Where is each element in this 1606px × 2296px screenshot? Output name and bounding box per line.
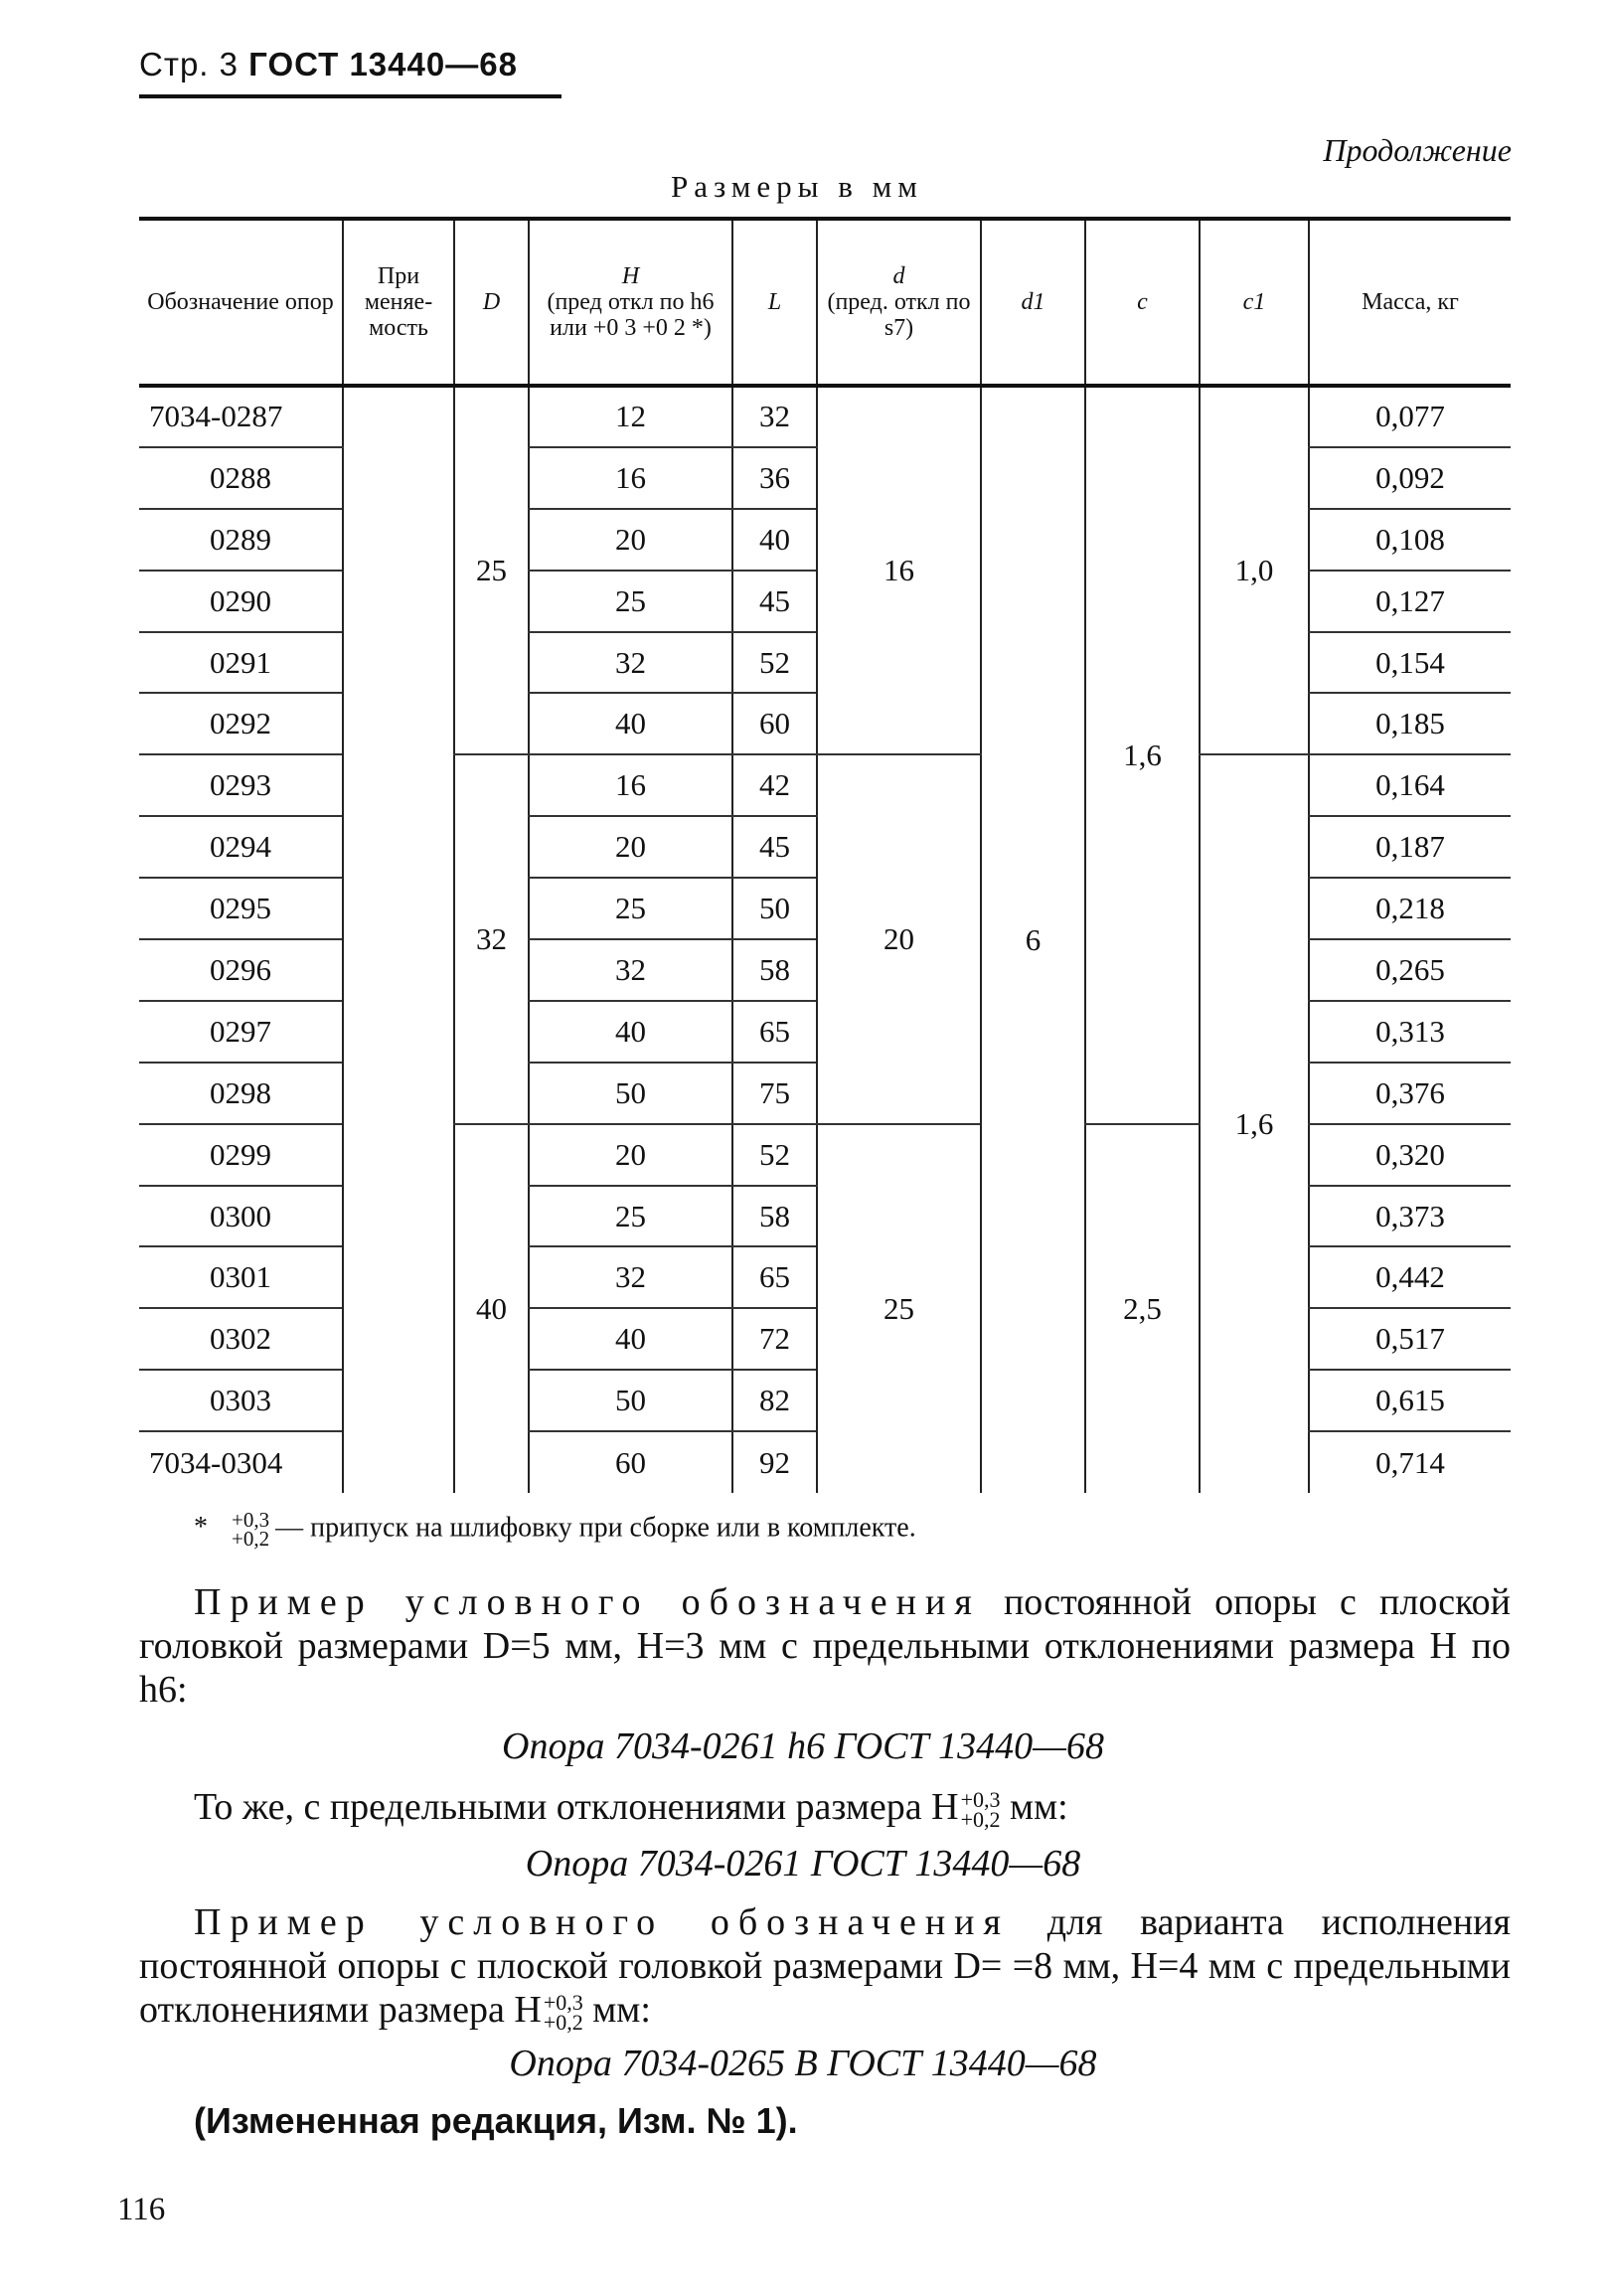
mass-cell: 0,164 xyxy=(1309,754,1511,816)
example-lead: Пример условного обозначения xyxy=(194,1581,981,1623)
H-cell: 25 xyxy=(529,878,732,939)
mass-cell: 0,373 xyxy=(1309,1186,1511,1247)
mass-cell: 0,714 xyxy=(1309,1431,1511,1493)
h-tolerance-lower: +0,2 xyxy=(960,1807,1001,1833)
col-c1: c1 xyxy=(1200,219,1309,386)
L-cell: 52 xyxy=(732,632,817,694)
L-cell: 82 xyxy=(732,1370,817,1431)
example-paragraph-1 xyxy=(139,1580,1511,1712)
H-cell: 40 xyxy=(529,1308,732,1370)
designation-cell: 0292 xyxy=(139,693,343,754)
col-D: D xyxy=(454,219,529,386)
example-text: для варианта исполнения постоянной опоры с плоской головкой размерами D= =8 мм, H=4 мм с предельными отклонениями размера H xyxy=(139,1901,1512,2031)
table-footnote xyxy=(194,1508,916,1551)
designation-cell: 0294 xyxy=(139,816,343,878)
footnote-text: — припуск на шлифовку при сборке или в комплекте. xyxy=(275,1512,916,1544)
page-label: Стр. 3 xyxy=(139,46,239,82)
mass-cell: 0,376 xyxy=(1309,1063,1511,1124)
H-cell: 12 xyxy=(529,386,732,447)
designation-cell: 0297 xyxy=(139,1001,343,1063)
designation-cell: 7034-0287 xyxy=(139,386,343,447)
example-paragraph-2 xyxy=(139,1785,1511,1833)
L-cell: 40 xyxy=(732,509,817,571)
table-header-row xyxy=(139,219,1511,386)
designation-cell: 0299 xyxy=(139,1124,343,1186)
H-cell: 20 xyxy=(529,1124,732,1186)
c-group-cell: 1,6 xyxy=(1085,386,1200,1124)
mass-cell: 0,615 xyxy=(1309,1370,1511,1431)
designation-cell: 0295 xyxy=(139,878,343,939)
mass-cell: 0,077 xyxy=(1309,386,1511,447)
footnote-tolerance xyxy=(232,1508,270,1551)
mass-cell: 0,218 xyxy=(1309,878,1511,939)
mass-cell: 0,185 xyxy=(1309,693,1511,754)
col-d1: d1 xyxy=(981,219,1085,386)
col-d-note: (пред. откл по s7) xyxy=(827,289,971,341)
L-cell: 45 xyxy=(732,816,817,878)
designation-cell: 0293 xyxy=(139,754,343,816)
designation-cell: 0289 xyxy=(139,509,343,571)
L-cell: 50 xyxy=(732,878,817,939)
mass-cell: 0,127 xyxy=(1309,571,1511,632)
col-H xyxy=(529,219,732,386)
mass-cell: 0,108 xyxy=(1309,509,1511,571)
col-designation: Обозначение опор xyxy=(139,219,343,386)
col-mass: Масса, кг xyxy=(1309,219,1511,386)
page-number: 116 xyxy=(117,2192,166,2227)
h-tolerance-upper: +0,3 xyxy=(960,1787,1001,1813)
L-cell: 32 xyxy=(732,386,817,447)
mass-cell: 0,313 xyxy=(1309,1001,1511,1063)
designation-example-2: Опора 7034-0261 ГОСТ 13440—68 xyxy=(525,1843,1081,1885)
designation-cell: 0291 xyxy=(139,632,343,694)
D-group-cell: 40 xyxy=(454,1124,529,1493)
units-caption: Размеры в мм xyxy=(671,169,923,204)
d-group-cell: 20 xyxy=(817,754,981,1123)
amendment-note: (Измененная редакция, Изм. № 1). xyxy=(194,2100,798,2141)
L-cell: 52 xyxy=(732,1124,817,1186)
tolerance-upper: +0,3 xyxy=(232,1508,270,1532)
H-cell: 16 xyxy=(529,754,732,816)
c1-group-cell: 1,6 xyxy=(1200,754,1309,1493)
footnote-marker: * xyxy=(194,1512,208,1544)
designation-cell: 0301 xyxy=(139,1246,343,1308)
L-cell: 65 xyxy=(732,1001,817,1063)
c1-group-cell: 1,0 xyxy=(1200,386,1309,754)
mass-cell: 0,187 xyxy=(1309,816,1511,878)
applicability-cell xyxy=(343,386,454,1493)
designation-example-1: Опора 7034-0261 h6 ГОСТ 13440—68 xyxy=(502,1725,1104,1767)
L-cell: 42 xyxy=(732,754,817,816)
example-text: То же, с предельными отклонениями размера H xyxy=(194,1786,959,1828)
D-group-cell: 25 xyxy=(454,386,529,754)
H-cell: 20 xyxy=(529,509,732,571)
L-cell: 36 xyxy=(732,447,817,509)
designation-example-3: Опора 7034-0265 В ГОСТ 13440—68 xyxy=(509,2043,1097,2084)
L-cell: 65 xyxy=(732,1246,817,1308)
L-cell: 58 xyxy=(732,939,817,1001)
tolerance-lower: +0,2 xyxy=(232,1527,270,1551)
designation-cell: 0303 xyxy=(139,1370,343,1431)
mass-cell: 0,092 xyxy=(1309,447,1511,509)
L-cell: 75 xyxy=(732,1063,817,1124)
col-L: L xyxy=(732,219,817,386)
c-group-cell: 2,5 xyxy=(1085,1124,1200,1493)
H-cell: 32 xyxy=(529,632,732,694)
designation-cell: 0296 xyxy=(139,939,343,1001)
example-paragraph-3 xyxy=(139,1900,1512,2036)
designation-cell: 0300 xyxy=(139,1186,343,1247)
page-header xyxy=(139,46,518,83)
H-cell: 60 xyxy=(529,1431,732,1493)
d-group-cell: 16 xyxy=(817,386,981,754)
L-cell: 58 xyxy=(732,1186,817,1247)
standard-code: ГОСТ 13440—68 xyxy=(248,46,518,82)
h-tolerance-upper: +0,3 xyxy=(543,1990,583,2016)
L-cell: 72 xyxy=(732,1308,817,1370)
designation-cell: 0298 xyxy=(139,1063,343,1124)
designation-cell: 0302 xyxy=(139,1308,343,1370)
L-cell: 60 xyxy=(732,693,817,754)
H-cell: 25 xyxy=(529,1186,732,1247)
H-cell: 40 xyxy=(529,1001,732,1063)
header-rule xyxy=(139,94,562,98)
example-lead: Пример условного обозначения xyxy=(194,1901,1010,1943)
h-tolerance xyxy=(960,1787,1001,1833)
mass-cell: 0,517 xyxy=(1309,1308,1511,1370)
col-applicability: При меняе- мость xyxy=(343,219,454,386)
dimensions-table xyxy=(139,217,1511,1493)
col-H-note: (пред откл по h6 или +0 3 +0 2 *) xyxy=(547,289,715,341)
h-tolerance-lower: +0,2 xyxy=(543,2010,583,2036)
D-group-cell: 32 xyxy=(454,754,529,1123)
H-cell: 20 xyxy=(529,816,732,878)
H-cell: 16 xyxy=(529,447,732,509)
H-cell: 32 xyxy=(529,1246,732,1308)
table-row xyxy=(139,386,1511,447)
H-cell: 25 xyxy=(529,571,732,632)
mass-cell: 0,320 xyxy=(1309,1124,1511,1186)
designation-cell: 0288 xyxy=(139,447,343,509)
example-tail: мм: xyxy=(582,1989,651,2031)
example-tail: мм: xyxy=(1000,1786,1068,1828)
col-d-symbol: d xyxy=(892,263,905,289)
mass-cell: 0,154 xyxy=(1309,632,1511,694)
L-cell: 45 xyxy=(732,571,817,632)
d1-cell: 6 xyxy=(981,386,1085,1493)
d-group-cell: 25 xyxy=(817,1124,981,1493)
col-d xyxy=(817,219,981,386)
H-cell: 40 xyxy=(529,693,732,754)
L-cell: 92 xyxy=(732,1431,817,1493)
H-cell: 32 xyxy=(529,939,732,1001)
col-H-symbol: H xyxy=(621,263,640,289)
H-cell: 50 xyxy=(529,1370,732,1431)
designation-cell: 0290 xyxy=(139,571,343,632)
h-tolerance xyxy=(543,1990,583,2036)
mass-cell: 0,265 xyxy=(1309,939,1511,1001)
designation-cell: 7034-0304 xyxy=(149,1444,283,1480)
col-c: c xyxy=(1085,219,1200,386)
continued-label: Продолжение xyxy=(1323,132,1512,168)
mass-cell: 0,442 xyxy=(1309,1246,1511,1308)
example-text: постоянной опоры с плоской головкой размерами D=5 мм, H=3 мм с предельными отклонениями размера H по h6: xyxy=(139,1581,1512,1711)
H-cell: 50 xyxy=(529,1063,732,1124)
